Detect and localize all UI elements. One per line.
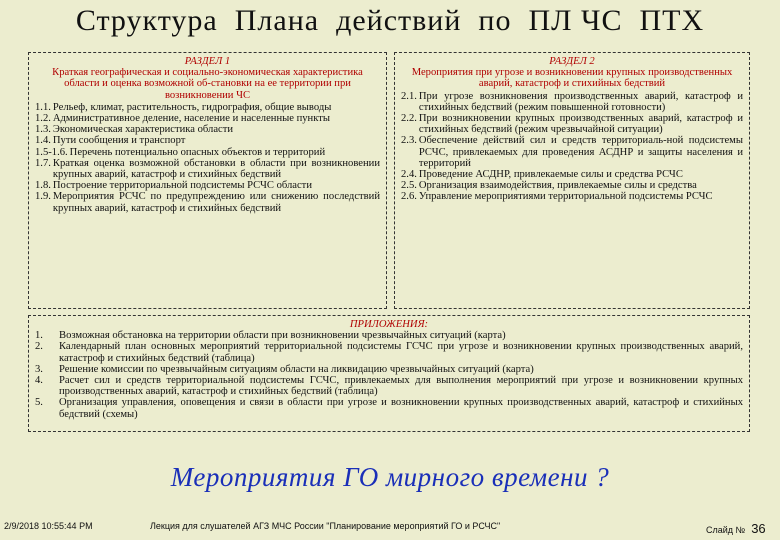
item-text: При возникновении крупных производственных аварий, катастроф и стихийных бедствий (режим чрезвычайной ситуации) <box>418 113 743 136</box>
item-number: 1.7. <box>35 157 51 169</box>
item-text: Краткая оценка возможной обстановки в области при возникновении крупных аварий, катастроф и стихийных бедствий <box>52 157 380 181</box>
question-text: Мероприятия ГО мирного времени ? <box>170 462 610 492</box>
appendices-heading: ПРИЛОЖЕНИЯ: <box>349 319 429 330</box>
list-item <box>35 191 380 213</box>
footer-lecture: Лекция для слушателей АГЗ МЧС России "Планирование мероприятий ГО и РСЧС" <box>150 521 501 531</box>
section-1-subtitle: Краткая географическая и социально-экономическая характеристика области и оценка возможной об-становки на ее территории при возникновении ЧС <box>52 67 363 101</box>
item-text: Расчет сил и средств территориальной подсистемы ГСЧС, привлекаемых для выполнения мероприятий при угрозе и возникновении крупных производственных аварий, катастроф и стихийных бедствий (таблица) <box>59 375 743 398</box>
item-number: 2.3. <box>401 135 417 147</box>
item-text: Обеспечение действий сил и средств территориаль-ной подсистемы РСЧС, привлекаемых для проведения АСДНР и защиты населения и территорий <box>418 135 743 169</box>
item-number: 1.4. <box>35 135 51 147</box>
section-1-heading: РАЗДЕЛ 1 <box>184 56 231 67</box>
slide-label: Слайд № <box>706 525 746 535</box>
list-item <box>35 124 380 135</box>
item-number: 2. <box>35 341 43 353</box>
item-number: 1.8. <box>35 180 51 192</box>
list-item <box>35 113 380 124</box>
appendices-box <box>28 315 750 432</box>
item-text: Пути сообщения и транспорт <box>52 135 186 147</box>
list-item <box>401 180 743 191</box>
item-text: Организация взаимодействия, привлекаемые силы и средства <box>418 180 697 192</box>
item-text: Мероприятия РСЧС по предупреждению или снижению последствий крупных аварий, катастроф и стихийных бедствий <box>52 191 380 214</box>
list-item <box>35 135 380 146</box>
item-text: Построение территориальной подсистемы РСЧС области <box>52 180 312 192</box>
item-text: Проведение АСДНР, привлекаемые силы и средства РСЧС <box>418 169 683 181</box>
item-number: 1.2. <box>35 113 51 125</box>
list-item <box>35 330 743 341</box>
list-item <box>35 341 743 363</box>
item-number: 1. <box>35 330 43 342</box>
item-number: 1.9. <box>35 191 51 203</box>
list-item <box>35 397 743 419</box>
item-text: Организация управления, оповещения и связи в области при угрозе и возникновении крупных производственных аварий, катастроф и стихийных бедствий (схемы) <box>59 397 743 420</box>
item-number: 2.6. <box>401 191 417 203</box>
section-2-heading: РАЗДЕЛ 2 <box>549 56 595 67</box>
section-1-list <box>35 102 380 214</box>
item-number: 5. <box>35 397 43 409</box>
item-text: Перечень потенциально опасных объектов и территорий <box>69 146 326 158</box>
item-text: Рельеф, климат, растительность, гидрография, общие выводы <box>52 101 332 113</box>
section-2-subtitle: Мероприятия при угрозе и возникновении крупных производственных аварий, катастроф и стихийных бедствий <box>411 67 733 90</box>
item-number: 1.5-1.6. <box>35 146 68 158</box>
list-item <box>401 169 743 180</box>
item-number: 2.2. <box>401 113 417 125</box>
list-item <box>35 147 380 158</box>
section-2-box <box>394 52 750 309</box>
footer-slide <box>706 521 766 536</box>
item-text: При угрозе возникновения производственных аварий, катастроф и стихийных бедствий (режим повышенной готовности) <box>418 90 743 113</box>
slide-number: 36 <box>751 521 766 536</box>
item-number: 3. <box>35 363 43 375</box>
section-1-box <box>28 52 387 309</box>
list-item <box>401 91 743 113</box>
item-text: Возможная обстановка на территории области при возникновении чрезвычайных ситуаций (карта) <box>59 330 506 342</box>
item-text: Календарный план основных мероприятий территориальной подсистемы ГСЧС при угрозе и возникновении крупных производственных аварий, катастроф и стихийных бедствий (таблица) <box>59 341 743 364</box>
item-text: Административное деление, население и населенные пункты <box>52 113 330 125</box>
item-text: Экономическая характеристика области <box>52 124 234 136</box>
list-item <box>35 102 380 113</box>
item-number: 1.1. <box>35 101 51 113</box>
item-number: 1.3. <box>35 124 51 136</box>
item-number: 2.4. <box>401 169 417 181</box>
item-number: 2.5. <box>401 180 417 192</box>
item-text: Управление мероприятиями территориальной подсистемы РСЧС <box>418 191 713 203</box>
item-number: 4. <box>35 375 43 387</box>
list-item <box>35 180 380 191</box>
section-2-list <box>401 91 743 203</box>
item-text: Решение комиссии по чрезвычайным ситуациям области на ликвидацию чрезвычайных ситуаций (карта) <box>59 363 534 375</box>
list-item <box>401 113 743 135</box>
list-item <box>35 158 380 180</box>
list-item <box>35 375 743 397</box>
list-item <box>401 135 743 169</box>
list-item <box>35 364 743 375</box>
item-number: 2.1. <box>401 90 417 102</box>
page-title: Структура Плана действий по ПЛ ЧС ПТХ <box>75 4 705 37</box>
footer-date: 2/9/2018 10:55:44 PM <box>4 521 93 531</box>
appendices-list <box>35 330 743 420</box>
list-item <box>401 191 743 202</box>
